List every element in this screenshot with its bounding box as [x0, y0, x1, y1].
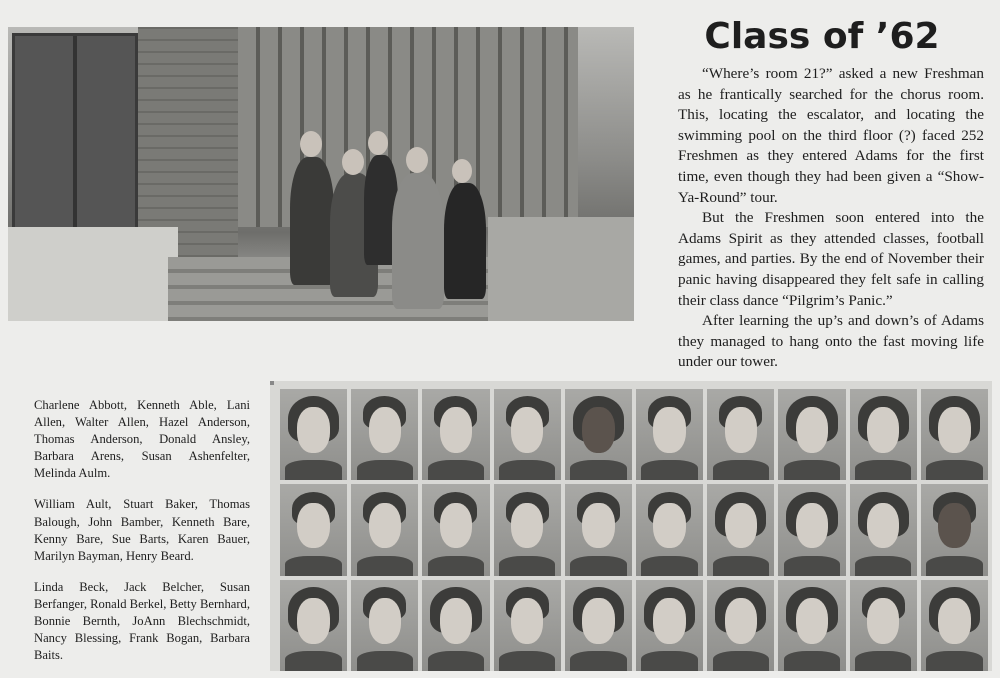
student-portrait — [280, 484, 347, 575]
student-head — [368, 131, 388, 155]
names-row-3: Linda Beck, Jack Belcher, Susan Berfanger, Ronald Berkel, Betty Bernhard, Bonnie Bernth, JoAnn Blechschmidt, Nancy Blessing, Frank Bogan, Barbara Baits. — [34, 579, 250, 663]
student-portrait — [422, 580, 489, 671]
student-portrait — [921, 580, 988, 671]
student-portrait — [280, 389, 347, 480]
student-portrait — [351, 389, 418, 480]
student-portrait — [707, 580, 774, 671]
student-portrait — [850, 580, 917, 671]
student-portrait — [636, 389, 703, 480]
page-title: Class of ’62 — [704, 16, 940, 57]
student-portrait — [707, 389, 774, 480]
names-row-1: Charlene Abbott, Kenneth Able, Lani Allen, Walter Allen, Hazel Anderson, Thomas Anderson, Donald Ansley, Barbara Arens, Susan Ashenfelter, Melinda Aulm. — [34, 398, 250, 481]
student-head — [452, 159, 472, 183]
student-portrait — [494, 389, 561, 480]
student-figure — [290, 157, 334, 285]
student-figure — [392, 173, 444, 309]
school-door — [12, 33, 138, 235]
names-row-2: William Ault, Stuart Baker, Thomas Balough, John Bamber, Kenneth Bare, Kenny Bare, Sue Barts, Karen Bauer, Marilyn Bayman, Henry Beard. — [34, 497, 250, 563]
student-portrait — [707, 484, 774, 575]
student-portrait — [351, 580, 418, 671]
student-figure — [444, 183, 486, 299]
sidewalk — [488, 217, 634, 321]
student-portrait — [422, 484, 489, 575]
student-portrait — [565, 484, 632, 575]
story-paragraph: “Where’s room 21?” asked a new Freshman as he frantically searched for the chorus room. This, locating the escalator, and locating the swimming pool on the third floor (?) faced 252 Freshmen as they entered Adams for the first time, even though they had been given a “Show-Ya-Round” tour. — [678, 65, 984, 206]
story-paragraph: After learning the up’s and down’s of Adams they managed to hang onto the fast moving life under our tower. — [678, 312, 984, 371]
student-portrait — [422, 389, 489, 480]
corner-mark — [270, 381, 274, 385]
student-portrait — [850, 389, 917, 480]
portrait-panel — [270, 381, 992, 671]
student-portrait — [921, 484, 988, 575]
student-portrait — [778, 484, 845, 575]
student-portrait — [850, 484, 917, 575]
student-head — [300, 131, 322, 157]
story-text — [678, 64, 984, 373]
student-portrait — [280, 580, 347, 671]
student-portrait — [494, 484, 561, 575]
group-photo — [8, 27, 634, 321]
student-portrait — [636, 580, 703, 671]
portrait-grid — [280, 389, 988, 671]
student-portrait — [494, 580, 561, 671]
student-portrait — [636, 484, 703, 575]
student-portrait — [565, 389, 632, 480]
student-portrait — [921, 389, 988, 480]
student-head — [406, 147, 428, 173]
student-portrait — [351, 484, 418, 575]
student-head — [342, 149, 364, 175]
student-names — [34, 397, 250, 678]
student-portrait — [565, 580, 632, 671]
snow-bank — [8, 227, 178, 321]
student-portrait — [778, 580, 845, 671]
student-portrait — [778, 389, 845, 480]
story-paragraph: But the Freshmen soon entered into the Adams Spirit as they attended classes, football games, and parties. By the end of November their panic having disappeared they felt safe in calling their class dance “Pilgrim’s Panic.” — [678, 209, 984, 309]
